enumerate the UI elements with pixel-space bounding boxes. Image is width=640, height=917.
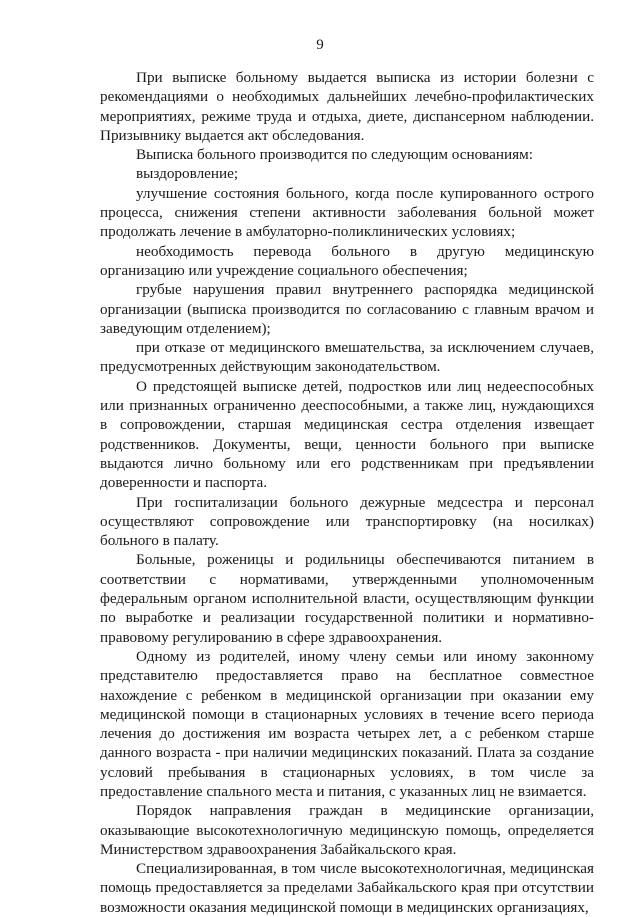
list-item-recovery: выздоровление; bbox=[136, 165, 239, 183]
list-item-violations: грубые нарушения правил внутреннего распорядка медицинской организации (выписка производится по согласованию с главным врачом и заведующим отделением); bbox=[100, 281, 594, 337]
document-body bbox=[100, 68, 594, 917]
list-item-improvement: улучшение состояния больного, когда после купированного острого процесса, снижения степени активности заболевания больной может продолжать лечение в амбулаторно-поликлинических условиях; bbox=[100, 184, 594, 241]
paragraph-discharge-extract: При выписке больному выдается выписка из истории болезни с рекомендациями о необходимых дальнейших лечебно-профилактических мероприятиях, режиме труда и отдыха, диете, диспансерном наблюдении. Призывнику выдается акт обследования. bbox=[100, 69, 594, 144]
paragraph-hospitalization-escort: При госпитализации больного дежурные медсестра и персонал осуществляют сопровождение или транспортировку (на носилках) больного в палату. bbox=[100, 493, 594, 550]
page-number: 9 bbox=[316, 37, 324, 53]
paragraph-discharge-grounds: Выписка больного производится по следующим основаниям: bbox=[136, 146, 533, 164]
paragraph-high-tech-referral: Порядок направления граждан в медицинские организации, оказывающие высокотехнологичную медицинскую помощь, определяется Министерством здравоохранения Забайкальского края. bbox=[100, 802, 594, 858]
paragraph-nutrition: Больные, роженицы и родильницы обеспечиваются питанием в соответствии с нормативами, утвержденными уполномоченным федеральным органом исполнительной власти, осуществляющим функции по выработке и реализации государственной политики и нормативно-правовому регулированию в сфере здравоохранения. bbox=[100, 551, 594, 646]
list-item-transfer: необходимость перевода больного в другую медицинскую организацию или учреждение социального обеспечения; bbox=[100, 242, 594, 279]
paragraph-discharge-children: О предстоящей выписке детей, подростков или лиц недееспособных или признанных ограниченно дееспособными, а также лиц, нуждающихся в сопровождении, старшая медицинская сестра отделения извещает родственников. Документы, вещи, ценности больного при выписке выдаются лично больному или его родственникам при предъявлении доверенности и паспорта. bbox=[100, 377, 594, 492]
paragraph-parent-stay: Одному из родителей, иному члену семьи или иному законному представителю предоставляется право на бесплатное совместное нахождение с ребенком в медицинской организации при оказании ему медицинской помощи в стационарных условиях в течение всего периода лечения до достижения им возраста четырех лет, а с ребенком старше данного возраста - при наличии медицинских показаний. Плата за создание условий пребывания в стационарных условиях, в том числе за предоставление спального места и питания, с указанных лиц не взимается. bbox=[100, 647, 594, 800]
paragraph-specialized-care: Специализированная, в том числе высокотехнологичная, медицинская помощь предоставляется за пределами Забайкальского края при отсутствии возможности оказания медицинской помощи в медицинских организациях, bbox=[100, 860, 594, 916]
list-item-refusal: при отказе от медицинского вмешательства, за исключением случаев, предусмотренных действующим законодательством. bbox=[100, 339, 594, 376]
